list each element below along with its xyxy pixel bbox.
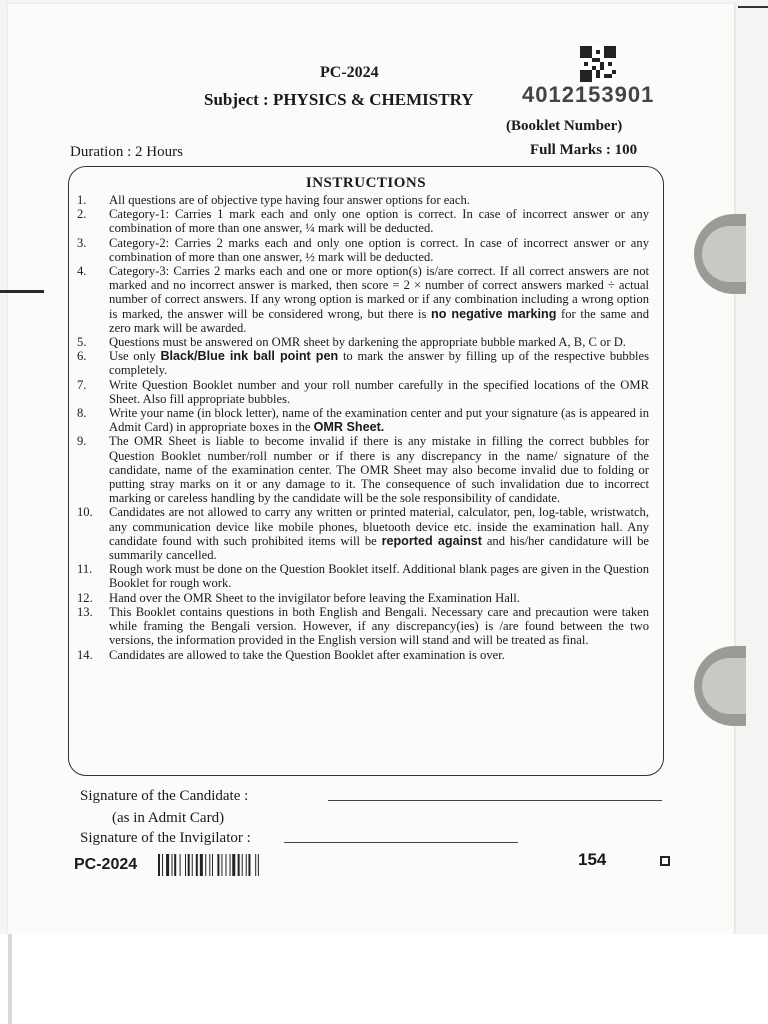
instruction-item	[77, 335, 649, 349]
candidate-signature-label: Signature of the Candidate :	[80, 788, 249, 804]
instruction-text: Use only	[109, 349, 156, 364]
instruction-emphasis: no negative marking	[431, 306, 557, 321]
instruction-item	[77, 648, 649, 662]
instruction-text: The OMR Sheet is liable to become invalid if there is any mistake in filling the correct bubbles for Question Booklet number/roll number or if there is any discrepancy in the name/ signature of the candidate, name of the examination center. The OMR Sheet may also become invalid due to folding or putting stray marks on it or any damage to it. The consequence of such invalidation due to incorrect marking or careless handling by the candidate will be the sole responsibility of candidate.	[109, 434, 649, 506]
instruction-text-after: and his/her candidature will be summarily cancelled.	[109, 533, 649, 563]
instruction-number: 11.	[77, 562, 93, 577]
instruction-text: Candidates are not allowed to carry any written or printed material, calculator, pen, log-table, wristwatch, any communication device like mobile phones, bluetooth device etc. inside the examination hall. Any candidate found with such prohibited items will be	[109, 505, 649, 548]
instruction-emphasis: reported against	[381, 533, 482, 548]
instruction-item	[77, 264, 649, 335]
barcode-icon	[158, 854, 288, 876]
instruction-text: Category-3: Carries 2 marks each and one or more option(s) is/are correct. If all correct answers are not marked and no incorrect answer is marked, then score = 2 × number of correct answers marked ÷ actual number of correct answers. If any wrong option is marked or if any combination including a wrong option is marked, the answer will be considered wrong, but there is	[109, 264, 649, 321]
candidate-signature-line[interactable]	[328, 800, 662, 801]
instruction-text: Questions must be answered on OMR sheet by darkening the appropriate bubble marked A, B, C or D.	[109, 335, 626, 350]
qr-code-icon	[580, 46, 616, 82]
booklet-number-label: (Booklet Number)	[506, 118, 623, 134]
instruction-number: 5.	[77, 335, 87, 350]
background-area	[0, 934, 768, 1024]
subject-title: Subject : PHYSICS & CHEMISTRY	[204, 90, 474, 109]
fold-mark	[0, 290, 44, 293]
edge-mark	[738, 6, 768, 8]
instruction-text: This Booklet contains questions in both English and Bengali. Necessary care and precaution were taken while framing the Bengali version. However, if any discrepancy(ies) is /are found between the two versions, the information provided in the English version will stand and will be treated as final.	[109, 604, 649, 648]
booklet-number: 4012153901	[522, 82, 655, 107]
instruction-item	[77, 591, 649, 605]
instruction-item	[77, 378, 649, 406]
exam-code-footer: PC-2024	[74, 856, 138, 873]
instructions-title: INSTRUCTIONS	[305, 175, 427, 191]
instruction-item	[77, 605, 649, 648]
instructions-list	[77, 193, 649, 662]
instruction-item	[77, 562, 649, 590]
instruction-number: 1.	[77, 193, 87, 207]
exam-booklet-page	[8, 4, 735, 934]
instruction-text-after: to mark the answer by filling up of the respective bubbles completely.	[109, 349, 649, 378]
full-marks: Full Marks : 100	[530, 142, 638, 158]
invigilator-signature-line[interactable]	[284, 842, 518, 843]
instruction-item	[77, 406, 649, 434]
instruction-text: Write Question Booklet number and your roll number carefully in the specified locations of the OMR Sheet. Also fill appropriate bubbles.	[109, 377, 649, 406]
instruction-item	[77, 505, 649, 562]
instruction-number: 3.	[77, 235, 87, 250]
instruction-text: Category-1: Carries 1 mark each and only one option is correct. In case of incorrect answer or any combination of more than one answer, ¼ mark will be deducted.	[109, 207, 649, 236]
instruction-text: Write your name (in block letter), name of the examination center and put your signature (as is appeared in Admit Card) in appropriate boxes in the	[109, 406, 649, 435]
instruction-number: 10.	[77, 505, 93, 520]
instruction-emphasis: OMR Sheet.	[313, 420, 385, 435]
instruction-text: Rough work must be done on the Question Booklet itself. Additional blank pages are given in the Question Booklet for rough work.	[109, 562, 649, 591]
invigilator-signature-label: Signature of the Invigilator :	[80, 830, 251, 846]
page-number: 154	[578, 850, 607, 869]
instruction-number: 2.	[77, 207, 87, 222]
instruction-text: Hand over the OMR Sheet to the invigilator before leaving the Examination Hall.	[109, 590, 520, 605]
instruction-number: 7.	[77, 377, 87, 392]
instruction-item	[77, 434, 649, 505]
instruction-number: 12.	[77, 590, 93, 605]
instruction-item	[77, 193, 649, 207]
instruction-emphasis: Black/Blue ink ball point pen	[160, 349, 339, 364]
instruction-number: 13.	[77, 604, 93, 619]
instructions-box	[68, 166, 664, 776]
instruction-number: 9.	[77, 434, 87, 449]
exam-code-header: PC-2024	[320, 64, 379, 81]
instruction-item	[77, 207, 649, 235]
instruction-number: 14.	[77, 647, 93, 662]
instruction-item	[77, 236, 649, 264]
instruction-text: Candidates are allowed to take the Question Booklet after examination is over.	[109, 647, 505, 662]
instruction-number: 4.	[77, 264, 87, 279]
instruction-text-after: for the same and zero mark will be awarded.	[109, 306, 649, 335]
instruction-text: Category-2: Carries 2 marks each and only one option is correct. In case of incorrect answer or any combination of more than one answer, ½ mark will be deducted.	[109, 235, 649, 264]
instruction-number: 6.	[77, 349, 87, 364]
duration: Duration : 2 Hours	[70, 144, 183, 160]
instruction-text: All questions are of objective type having four answer options for each.	[109, 193, 470, 207]
instruction-item	[77, 349, 649, 377]
instruction-number: 8.	[77, 406, 87, 421]
admit-card-note: (as in Admit Card)	[112, 810, 225, 826]
square-mark-icon	[660, 856, 670, 866]
